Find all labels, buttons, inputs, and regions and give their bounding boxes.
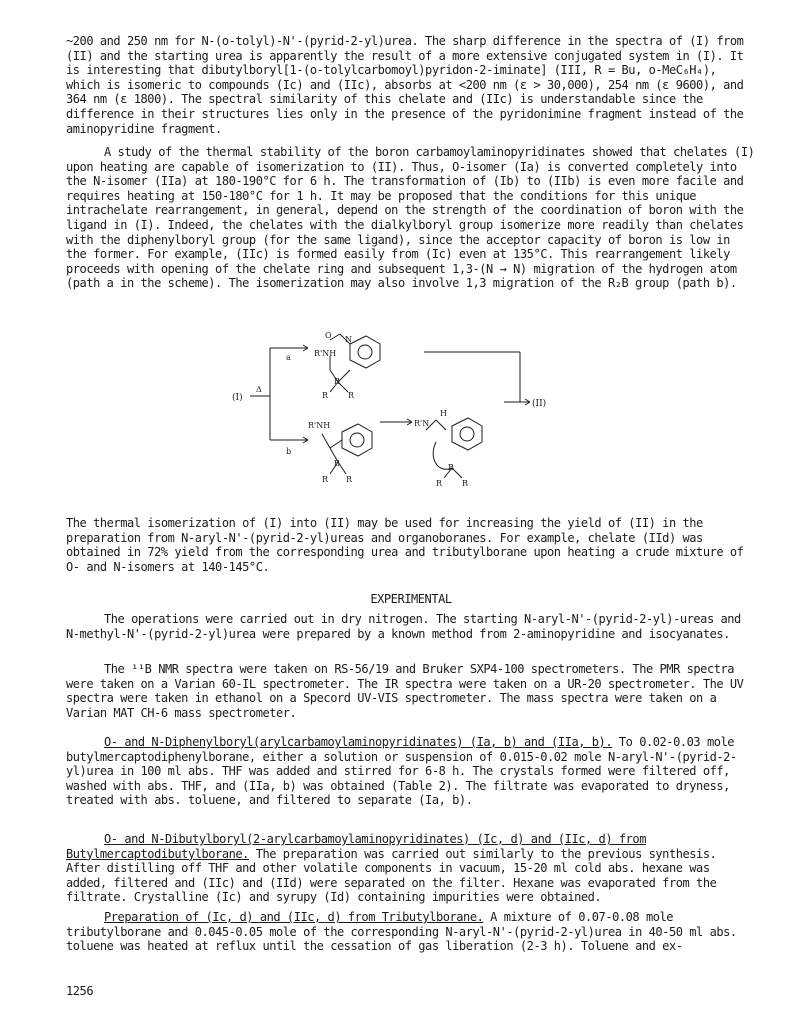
scheme-rnh-bottom: R'NH [308, 421, 331, 430]
scheme-r-bottom-left-a: R [322, 475, 329, 484]
scheme-n-atom-top: N [345, 335, 352, 344]
scheme-start-label: (I) [232, 393, 243, 403]
scheme-r-bottom-right-b: R [462, 479, 469, 488]
scheme-rnh-top: R'NH [314, 349, 337, 358]
section-title-diphenylboryl: O- and N-Diphenylboryl(arylcarbamoylaminopyridinates) (Ia, b) and (IIa, b). [104, 735, 613, 749]
scheme-b-bottom-right: B [448, 463, 454, 472]
paragraph-tributylborane: Preparation of (Ic, d) and (IIc, d) from Tributylborane. A mixture of 0.07-0.08 mole tributylborane and 0.045-0.05 mole of the corresponding N-aryl-N'-(pyrid-2-yl)urea in 40-50 ml abs. toluene was heated at reflux until the cessation of gas liberation (2-3 h). Toluene and ex- [66, 910, 737, 954]
isomerization-scheme [230, 322, 570, 502]
scheme-h-atom: H [440, 409, 447, 418]
scheme-r-bottom-left-b: R [346, 475, 353, 484]
paragraph-dibutylboryl: O- and N-Dibutylboryl(2-arylcarbamoylaminopyridinates) (Ic, d) and (IIc, d) from Butylmercaptodibutylborane. The preparation was carried out similarly to the previous synthesis. After distilling off THF and other volatile components in vacuum, 15-20 ml cold abs. hexane was added, filtered and (IIc) and (IId) were separated on the filter. Hexane was evaporated from the filtrate. Crystalline (Ic) and syrupy (Id) containing impurities were obtained. [66, 832, 717, 905]
paragraph-diphenylboryl: O- and N-Diphenylboryl(arylcarbamoylaminopyridinates) (Ia, b) and (IIa, b). To 0.02-0.03 mole butylmercaptodiphenylborane, either a solution or suspension of 0.015-0.02 mole N-aryl-N'-(pyrid-2-yl)urea in 100 ml abs. THF was added and stirred for 6-8 h. The crystals formed were filtered off, washed with abs. THF, and (IIa, b) was obtained (Table 2). The filtrate was evaporated to dryness, treated with abs. toluene, and filtered to separate (Ia, b). [66, 735, 737, 808]
paragraph-materials: The operations were carried out in dry nitrogen. The starting N-aryl-N'-(pyrid-2-yl)-ureas and N-methyl-N'-(pyrid-2-yl)urea were prepared by a known method from 2-aminopyridine and isocyanates. [66, 612, 741, 641]
scheme-r-bottom-right-a: R [436, 479, 443, 488]
section-title-tributylborane: Preparation of (Ic, d) and (IIc, d) from Tributylborane. [104, 910, 484, 924]
experimental-heading: EXPERIMENTAL [370, 592, 452, 606]
scheme-r-top-left: R [322, 391, 329, 400]
paragraph-yield: The thermal isomerization of (I) into (II) may be used for increasing the yield of (II) in the preparation from N-aryl-N'-(pyrid-2-yl)ureas and organoboranes. For example, chelate (IId) was obtained in 72% yield from the corresponding urea and tributylborane upon heating a crude mixture of O- and N-isomers at 140-145°C. [66, 516, 744, 574]
scheme-o-atom: O [325, 331, 332, 340]
scheme-r-top-right: R [348, 391, 355, 400]
scheme-b-bottom-left: B [334, 459, 340, 468]
scheme-rn: R'N [414, 419, 430, 428]
scheme-path-a: a [286, 353, 291, 362]
scheme-product-label: (II) [532, 399, 547, 409]
paragraph-spectrometers: The ¹¹B NMR spectra were taken on RS-56/19 and Bruker SXP4-100 spectrometers. The PMR spectra were taken on a Varian 60-IL spectrometer. The IR spectra were taken on a UR-20 spectrometer. The UV spectra were taken in ethanol on a Specord UV-VIS spectrometer. The mass spectra were taken on a Varian MAT CH-6 mass spectrometer. [66, 662, 744, 720]
paragraph-uv-spectra: ~200 and 250 nm for N-(o-tolyl)-N'-(pyrid-2-yl)urea. The sharp difference in the spectra of (I) from (II) and the starting urea is apparently the result of a more extensive conjugated system in (I). It is interesting that dibutylboryl[1-(o-tolylcarbomoyl)pyridon-2-iminate] (III, R = Bu, o-MeC₆H₄), which is isomeric to compounds (Ic) and (IIc), absorbs at <200 nm (ε > 30,000), 254 nm (ε 9600), and 364 nm (ε 1800). The spectral similarity of this chelate and (IIc) is understandable since the difference in their structures lies only in the presence of the pyridonimine fragment instead of the aminopyridine fragment. [66, 34, 744, 136]
scheme-heat-label: Δ [256, 385, 262, 394]
paragraph-thermal-stability: A study of the thermal stability of the boron carbamoylaminopyridinates showed that chelates (I) upon heating are capable of isomerization to (II). Thus, O-isomer (Ia) is converted completely into the N-isomer (IIa) at 180-190°C for 6 h. The transformation of (Ib) to (IIb) is even more facile and requires heating at 150-180°C for 1 h. It may be proposed that the conditions for this unique intrachelate rearrangement, in general, depend on the strength of the coordination of boron with the ligand in (I). Indeed, the chelates with the dialkylboryl group isomerize more readily than chelates with the diphenylboryl group (for the same ligand), since the acceptor capacity of boron is low in the former. For example, (IIc) is formed easily from (Ic) even at 135°C. This rearrangement likely proceeds with opening of the chelate ring and subsequent 1,3-(N → N) migration of the hydrogen atom (path a in the scheme). The isomerization may also involve 1,3 migration of the R₂B group (path b). [66, 145, 755, 291]
page-number: 1256 [66, 984, 94, 998]
section-title-dibutylboryl: O- and N-Dibutylboryl(2-arylcarbamoylaminopyridinates) (Ic, d) and (IIc, d) from Butylmercaptodibutylborane. [66, 832, 646, 861]
scheme-path-b: b [286, 447, 292, 456]
scheme-b-top: B [334, 377, 340, 386]
